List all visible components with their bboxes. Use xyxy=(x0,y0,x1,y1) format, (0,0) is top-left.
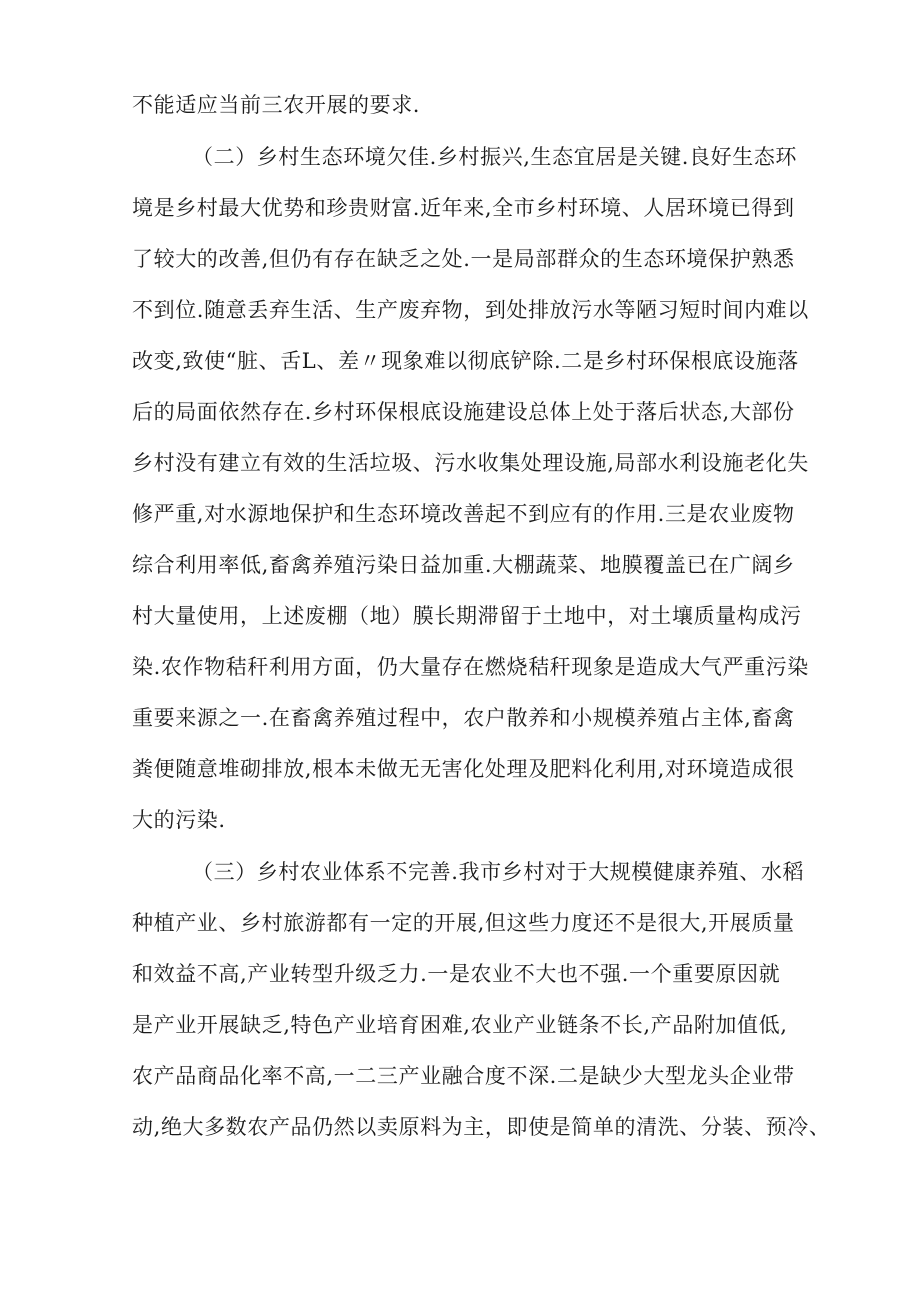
text-line: 动,绝大多数农产品仍然以卖原料为主，即使是简单的清洗、分装、预冷、 xyxy=(132,1115,831,1139)
text-line: 了较大的改善,但仍有存在缺乏之处.一是局部群众的生态环境保护熟悉 xyxy=(132,247,795,271)
text-line: 综合利用率低,畜禽养殖污染日益加重.大棚蔬菜、地膜覆盖已在广阔乡 xyxy=(132,553,795,577)
text-line: 大的污染. xyxy=(132,808,226,832)
text-line: 村大量使用，上述废棚（地）膜长期滞留于土地中，对土壤质量构成污 xyxy=(132,604,802,628)
text-line: 农产品商品化率不高,一二三产业融合度不深.二是缺少大型龙头企业带 xyxy=(132,1064,795,1088)
text-line: 后的局面依然存在.乡村环保根底设施建设总体上处于落后状态,大部份 xyxy=(132,400,795,424)
text-line: 不到位.随意丢弃生活、生产废弃物，到处排放污水等陋习短时间内难以 xyxy=(132,298,809,322)
text-line: 和效益不高,产业转型升级乏力.一是农业不大也不强.一个重要原因就 xyxy=(132,962,781,986)
text-line: 种植产业、乡村旅游都有一定的开展,但这些力度还不是很大,开展质量 xyxy=(132,911,795,935)
document-body xyxy=(132,0,831,1301)
section-heading-line: （二）乡村生态环境欠佳.乡村振兴,生态宜居是关键.良好生态环 xyxy=(192,145,798,169)
text-line: 修严重,对水源地保护和生态环境改善起不到应有的作用.三是农业废物 xyxy=(132,502,795,526)
text-line: 粪便随意堆砌排放,根本未做无无害化处理及肥料化利用,对环境造成很 xyxy=(132,757,795,781)
text-line: 不能适应当前三农开展的要求. xyxy=(132,93,421,117)
text-line: 乡村没有建立有效的生活垃圾、污水收集处理设施,局部水利设施老化失 xyxy=(132,451,809,475)
text-line: 境是乡村最大优势和珍贵财富.近年来,全市乡村环境、人居环境已得到 xyxy=(132,196,795,220)
text-line: 染.农作物秸秆利用方面，仍大量存在燃烧秸秆现象是造成大气严重污染 xyxy=(132,655,809,679)
text-line: 改变,致使“脏、舌L、差〃现象难以彻底铲除.二是乡村环保根底设施落 xyxy=(132,349,799,373)
text-line: 是产业开展缺乏,特色产业培育困难,农业产业链条不长,产品附加值低, xyxy=(132,1013,788,1037)
text-line: 重要来源之一.在畜禽养殖过程中，农户散养和小规模养殖占主体,畜禽 xyxy=(132,706,795,730)
section-heading-line: （三）乡村农业体系不完善.我市乡村对于大规模健康养殖、水稻 xyxy=(192,860,805,884)
